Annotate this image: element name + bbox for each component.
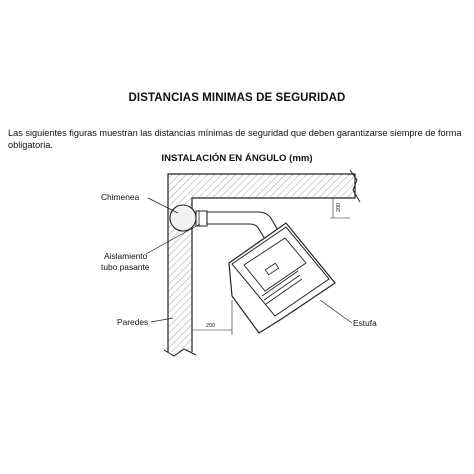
stove (229, 223, 335, 333)
dimension-top-label: 200 (336, 203, 342, 212)
label-chimenea: Chimenea (101, 192, 140, 202)
label-aislamiento-2: tubo pasante (101, 262, 150, 272)
label-paredes: Paredes (117, 317, 149, 327)
dimension-side-label: 200 (206, 323, 215, 329)
leader-estufa (320, 300, 352, 323)
dimension-side (192, 300, 232, 335)
dimension-top (330, 198, 350, 218)
figure-title: INSTALACIÓN EN ÁNGULO (mm) (161, 153, 313, 164)
insulation-tube (196, 211, 207, 226)
page-title: DISTANCIAS MINIMAS DE SEGURIDAD (128, 92, 346, 104)
chimney-circle (170, 205, 196, 231)
intro-paragraph: Las siguientes figuras muestran las distancias mínimas de seguridad que deben garantizarse siempre de forma obligatoria. (8, 128, 462, 150)
label-estufa: Estufa (353, 318, 377, 328)
label-aislamiento-1: Aislamiento (104, 251, 148, 261)
